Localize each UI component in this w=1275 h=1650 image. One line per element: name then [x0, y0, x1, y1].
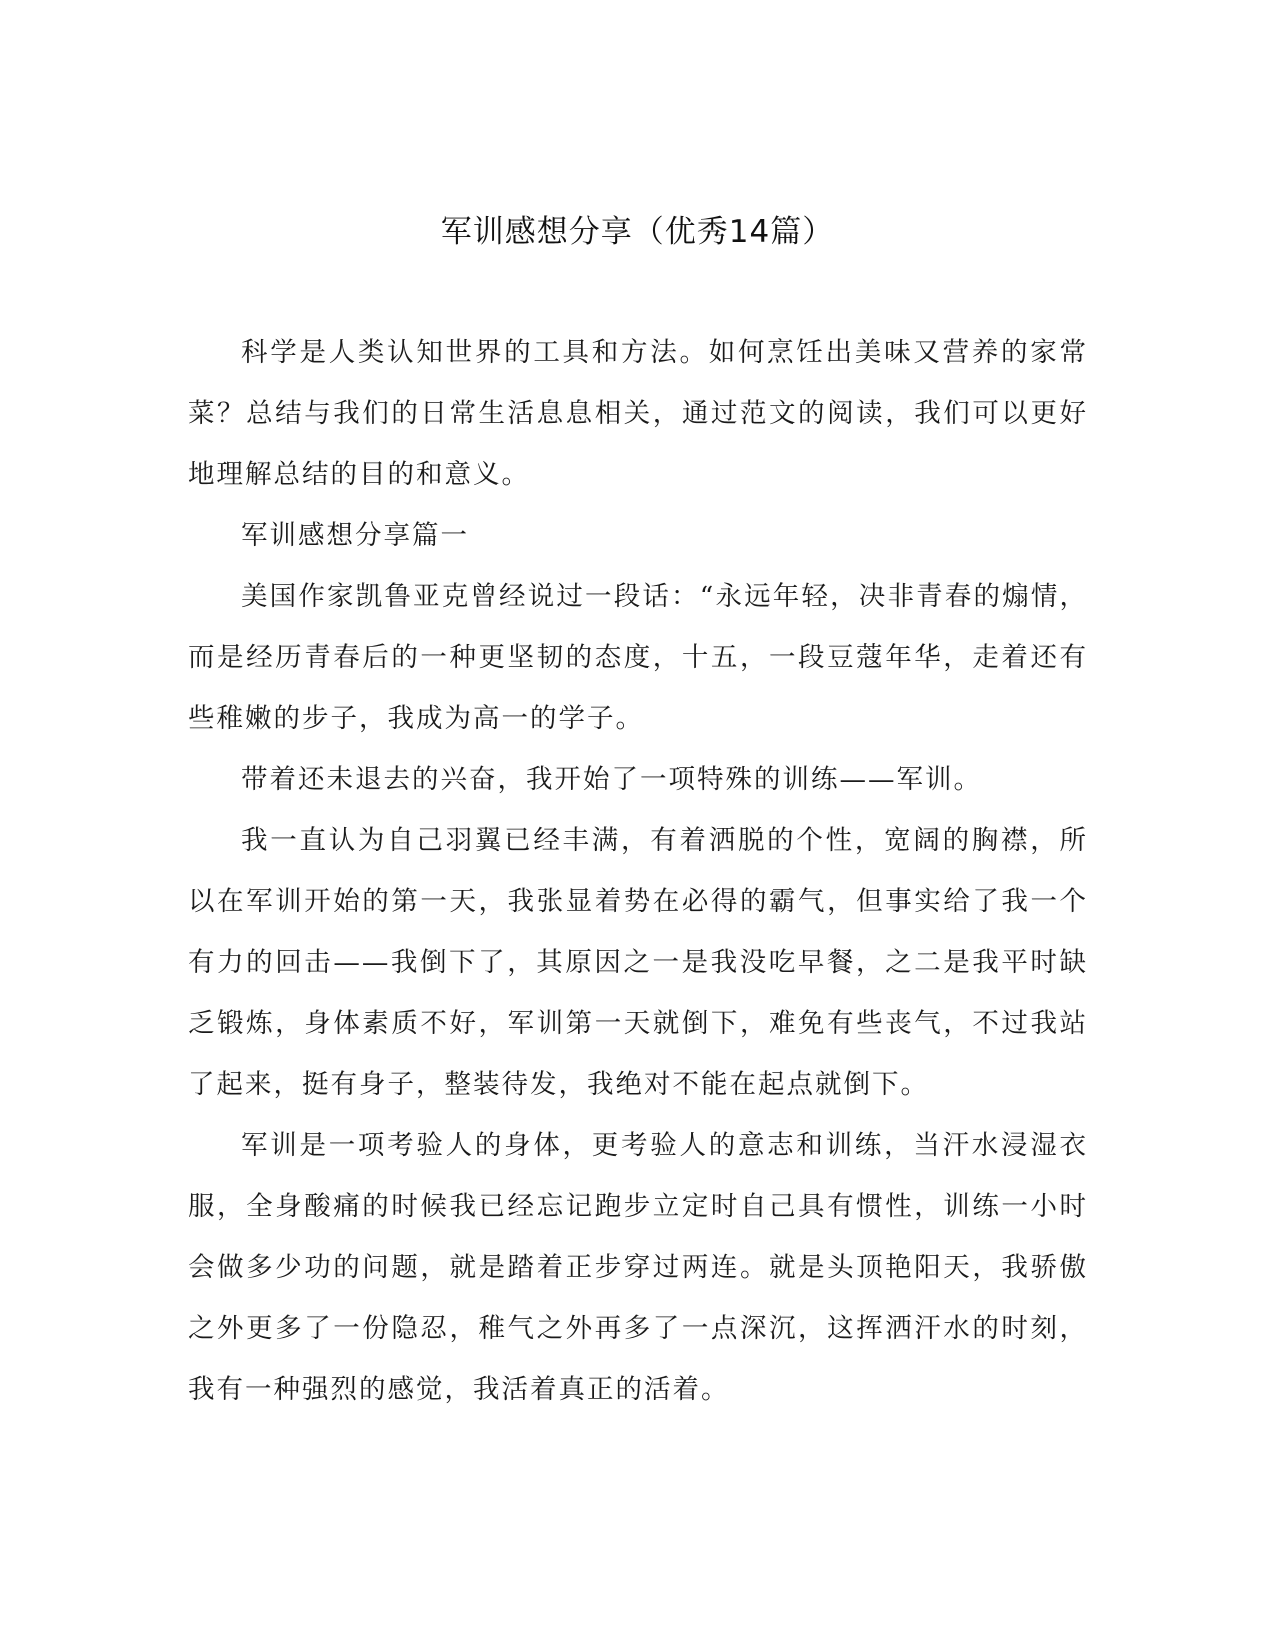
- paragraph: 军训是一项考验人的身体，更考验人的意志和训练，当汗水浸湿衣服，全身酸痛的时候我已经忘记跑步立定时自己具有惯性，训练一小时会做多少功的问题，就是踏着正步穿过两连。就是头顶艳阳天，我骄傲之外更多了一份隐忍，稚气之外再多了一点深沉，这挥洒汗水的时刻，我有一种强烈的感觉，我活着真正的活着。: [188, 1130, 1088, 1405]
- paragraph-intro: 科学是人类认知世界的工具和方法。如何烹饪出美味又营养的家常菜？总结与我们的日常生活息息相关，通过范文的阅读，我们可以更好地理解总结的目的和意义。: [188, 337, 1088, 490]
- paragraph: 带着还未退去的兴奋，我开始了一项特殊的训练——军训。: [241, 764, 982, 795]
- document-body: [188, 322, 1088, 1420]
- section-heading-part-one: 军训感想分享篇一: [241, 520, 469, 551]
- paragraph: 美国作家凯鲁亚克曾经说过一段话：“永远年轻，决非青春的煽情，而是经历青春后的一种更坚韧的态度，十五，一段豆蔻年华，走着还有些稚嫩的步子，我成为高一的学子。: [188, 581, 1088, 734]
- document-title: 军训感想分享（优秀14篇）: [440, 214, 835, 250]
- paragraph: 我一直认为自己羽翼已经丰满，有着洒脱的个性，宽阔的胸襟，所以在军训开始的第一天，我张显着势在必得的霸气，但事实给了我一个有力的回击——我倒下了，其原因之一是我没吃早餐，之二是我平时缺乏锻炼，身体素质不好，军训第一天就倒下，难免有些丧气，不过我站了起来，挺有身子，整装待发，我绝对不能在起点就倒下。: [188, 825, 1088, 1100]
